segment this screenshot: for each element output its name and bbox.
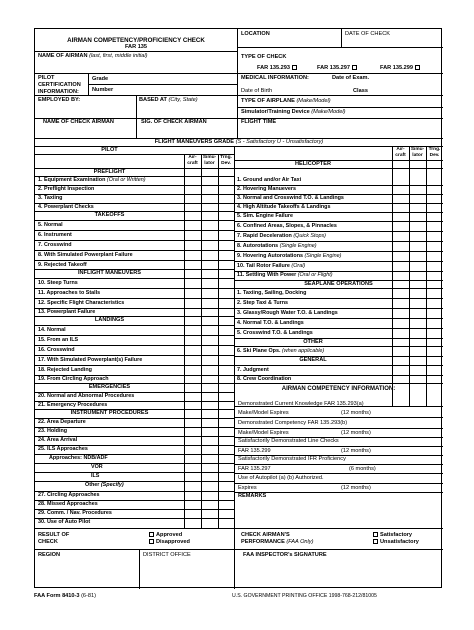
competency-line-10-period: (12 months): [341, 485, 371, 491]
location-divider: [341, 29, 342, 47]
row-settling-with-power: 11. Settling With Power (Oral or Flight): [237, 272, 333, 278]
far-135-293-option[interactable]: FAR 135.293: [257, 65, 299, 72]
helicopter-header: HELICOPTER: [294, 161, 332, 167]
general-header: GENERAL: [299, 357, 327, 363]
form-subtitle: FAR 135: [124, 44, 148, 50]
row-ils: ILS: [91, 473, 100, 479]
printer-line: U.S. GOVERNMENT PRINTING OFFICE 1998-768-212/81005: [232, 593, 377, 599]
row-preflight-inspection: 2. Preflight Inspection: [38, 186, 95, 192]
row-ils-approaches: 25. ILS Approaches: [38, 446, 88, 452]
row-step-taxi-turns: 2. Step Taxi & Turns: [237, 300, 289, 306]
disapproved-option[interactable]: Disapproved: [147, 539, 190, 546]
row-crosswind-to-landings: 5. Crosswind T.O. & Landings: [237, 330, 313, 336]
pilot-label: PILOT: [101, 147, 118, 153]
row-sim-engine-failure: 5. Sim. Engine Failure: [237, 213, 294, 219]
row-normal-abnormal-procedures: 20. Normal and Abnormal Procedures: [38, 393, 135, 399]
location-label: LOCATION: [241, 31, 270, 37]
date-of-check-label: DATE OF CHECK: [345, 31, 390, 37]
row-steep-turns: 10. Steep Turns: [38, 280, 78, 286]
result-of-check-label-1: RESULT OF: [38, 532, 70, 538]
row-missed-approaches: 28. Missed Approaches: [38, 501, 98, 507]
instrument-procedures-header: INSTRUMENT PROCEDURES: [70, 410, 149, 416]
row-approaches-ndb-adf: Approaches: NDB/ADF: [49, 455, 108, 461]
row-crosswind-takeoff: 7. Crosswind: [38, 242, 72, 248]
row-normal-takeoff: 5. Normal: [38, 222, 63, 228]
preflight-header: PREFLIGHT: [93, 169, 126, 175]
grade-label: Grade: [92, 76, 109, 82]
row-glassy-rough-water: 3. Glassy/Rough Water T.O. & Landings: [237, 310, 338, 316]
form-title: AIRMAN COMPETENCY/PROFICIENCY CHECK: [67, 37, 205, 44]
competency-line-4-period: (12 months): [341, 430, 371, 436]
result-of-check-label-2: CHECK: [38, 539, 58, 545]
medical-info-label: MEDICAL INFORMATION:: [241, 75, 309, 81]
class-label: Class: [353, 88, 368, 94]
row-area-departure: 22. Area Departure: [38, 419, 86, 425]
far-135-293-checkbox[interactable]: [292, 65, 297, 70]
check-airmans-label-2: PERFORMANCE (FAA Only): [241, 539, 314, 545]
simulator-label: Simulator/Training Device (Make/Model): [241, 109, 346, 115]
flight-maneuvers-grade: FLIGHT MANEUVERS GRADE (S - Satisfactory U - Unsatisfactory): [154, 139, 324, 145]
row-crosswind-landing: 16. Crosswind: [38, 347, 75, 353]
check-airmans-label-1: CHECK AIRMAN'S: [241, 532, 290, 538]
remarks-label: REMARKS: [238, 493, 267, 499]
row-tail-rotor-failure: 10. Tail Rotor Failure (Oral): [237, 263, 306, 269]
unsatisfactory-checkbox[interactable]: [373, 539, 378, 544]
competency-line-8-period: (6 months): [349, 466, 376, 472]
satisfactory-option[interactable]: Satisfactory: [371, 532, 412, 539]
row-other-approach: Other (Specify): [85, 482, 124, 488]
row-simulated-powerplant-failure: 8. With Simulated Powerplant Failure: [38, 252, 133, 258]
competency-line-3: Demonstrated Competency FAR 135.293(b): [238, 420, 348, 426]
row-from-ils: 15. From an ILS: [38, 337, 79, 343]
sig-of-check-airman-label: SIG. OF CHECK AIRMAN: [141, 119, 207, 125]
row-use-of-auto-pilot: 30. Use of Auto Pilot: [38, 519, 91, 525]
far-135-299-checkbox[interactable]: [415, 65, 420, 70]
approved-checkbox[interactable]: [149, 532, 154, 537]
inflight-header: INFLIGHT MANEUVERS: [77, 270, 142, 276]
col-aircraft-left: Air- craft: [187, 155, 198, 166]
pilot-cert-label-1: PILOT: [38, 75, 55, 81]
name-of-airman-label: NAME OF AIRMAN (last, first, middle initial): [38, 53, 148, 59]
landings-header: LANDINGS: [94, 317, 125, 323]
row-hovering-autorotations: 9. Hovering Autorotations (Single Engine): [237, 253, 342, 259]
row-crew-coordination: 8. Crew Coordination: [237, 376, 292, 382]
row-area-arrival: 24. Area Arrival: [38, 437, 78, 443]
unsatisfactory-option[interactable]: Unsatisfactory: [371, 539, 419, 546]
far-135-299-option[interactable]: FAR 135.299: [380, 65, 422, 72]
form-id: FAA Form 8410-3 (6-81): [34, 593, 96, 599]
emergencies-header: EMERGENCIES: [88, 384, 131, 390]
row-judgment: 7. Judgment: [237, 367, 269, 373]
row-flight-characteristics: 12. Specific Flight Characteristics: [38, 300, 125, 306]
airman-competency-form: [34, 28, 442, 588]
pilot-cert-label-3: INFORMATION:: [38, 89, 79, 95]
competency-line-7: Satisfactorily Demonstrated IFR Proficiency: [238, 456, 346, 462]
type-of-check-label: TYPE OF CHECK: [241, 54, 287, 60]
row-emergency-procedures: 21. Emergency Procedures: [38, 402, 108, 408]
row-circling-approaches: 27. Circling Approaches: [38, 492, 100, 498]
far-135-297-option[interactable]: FAR 135.297: [317, 65, 359, 72]
competency-line-6-period: (12 months): [341, 448, 371, 454]
row-powerplant-checks: 4. Powerplant Checks: [38, 204, 94, 210]
col-simulator-right: Simu- lator: [410, 147, 425, 158]
col-simulator-left: Simu- lator: [202, 155, 217, 166]
competency-line-9: Use of Autopilot (a) (b) Authorized.: [238, 475, 324, 481]
faa-inspector-signature-label: FAA INSPECTOR's SIGNATURE: [243, 552, 327, 558]
row-high-altitude-takeoffs: 4. High Altitude Takeoffs & Landings: [237, 204, 331, 210]
region-label: REGION: [38, 552, 61, 558]
competency-line-2: Make/Model Expires: [238, 410, 289, 416]
competency-line-1: Demonstrated Current Knowledge FAR 135.293(a): [238, 401, 364, 407]
flight-time-label: FLIGHT TIME: [241, 119, 277, 125]
row-vor: VOR: [91, 464, 103, 470]
type-of-airplane-label: TYPE OF AIRPLANE (Make/Model): [241, 98, 331, 104]
competency-line-2-period: (12 months): [341, 410, 371, 416]
row-normal-landing: 14. Normal: [38, 327, 66, 333]
row-rapid-deceleration: 7. Rapid Deceleration (Quick Stops): [237, 233, 326, 239]
row-normal-crosswind-to-landings: 3. Normal and Crosswind T.O. & Landings: [237, 195, 344, 201]
row-normal-to-landings: 4. Normal T.O. & Landings: [237, 320, 304, 326]
seaplane-header: SEAPLANE OPERATIONS: [304, 281, 373, 287]
competency-line-5: Satisfactorily Demonstrated Line Checks: [238, 438, 339, 444]
row-instrument-takeoff: 6. Instrument: [38, 232, 72, 238]
row-rejected-landing: 18. Rejected Landing: [38, 367, 92, 373]
pilot-cert-label-2: CERTIFICATION: [38, 82, 81, 88]
competency-header: AIRMAN COMPETENCY INFORMATION:: [281, 386, 396, 392]
based-at-label: BASED AT (City, State): [139, 97, 198, 103]
district-office-label: DISTRICT OFFICE: [143, 552, 191, 558]
disapproved-checkbox[interactable]: [149, 539, 154, 544]
competency-line-6: FAR 135.299: [238, 448, 271, 454]
row-hovering-maneuvers: 2. Hovering Manuevers: [237, 186, 297, 192]
col-trng-left: Trng. Dev.: [220, 155, 232, 166]
employed-by-label: EMPLOYED BY:: [38, 97, 81, 103]
date-of-birth-label: Date of Birth: [241, 88, 273, 94]
competency-line-4: Make/Model Expires: [238, 430, 289, 436]
row-comm-nav-procedures: 29. Comm. / Nav. Procedures: [38, 510, 112, 516]
col-trng-right: Trng. Dev.: [428, 147, 441, 158]
takeoffs-header: TAKEOFFS: [94, 212, 125, 218]
competency-line-8: FAR 135.297: [238, 466, 271, 472]
row-confined-areas: 6. Confined Areas, Slopes, & Pinnacles: [237, 223, 337, 229]
row-equipment-examination: 1. Equipment Examination (Oral or Written): [38, 177, 146, 183]
approved-option[interactable]: Approved: [147, 532, 182, 539]
date-of-exam-label: Date of Exam.: [332, 75, 369, 81]
other-header: OTHER: [303, 339, 323, 345]
row-ski-plane-ops: 6. Ski Plane Ops. (when applicable): [237, 348, 325, 354]
satisfactory-checkbox[interactable]: [373, 532, 378, 537]
row-taxiing-sailing-docking: 1. Taxiing, Sailing, Docking: [237, 290, 307, 296]
row-taxiing: 3. Taxiing: [38, 195, 63, 201]
row-rejected-takeoff: 9. Rejected Takeoff: [38, 262, 87, 268]
row-holding: 23. Holding: [38, 428, 68, 434]
name-of-check-airman-label: NAME OF CHECK AIRMAN: [43, 119, 114, 125]
col-aircraft-right: Air- craft: [395, 147, 406, 158]
number-label: Number: [92, 87, 114, 93]
row-approaches-to-stalls: 11. Approaches to Stalls: [38, 290, 101, 296]
row-autorotations: 8. Autorotations (Single Engine): [237, 243, 317, 249]
far-135-297-checkbox[interactable]: [352, 65, 357, 70]
row-ground-air-taxi: 1. Ground and/or Air Taxi: [237, 177, 302, 183]
competency-line-10: Expires: [238, 485, 257, 491]
row-powerplant-failure: 13. Powerplant Failure: [38, 309, 96, 315]
row-circling-approach-landing: 19. From Circling Approach: [38, 376, 109, 382]
row-simulated-powerplants-failure: 17. With Simulated Powerplant(s) Failure: [38, 357, 143, 363]
